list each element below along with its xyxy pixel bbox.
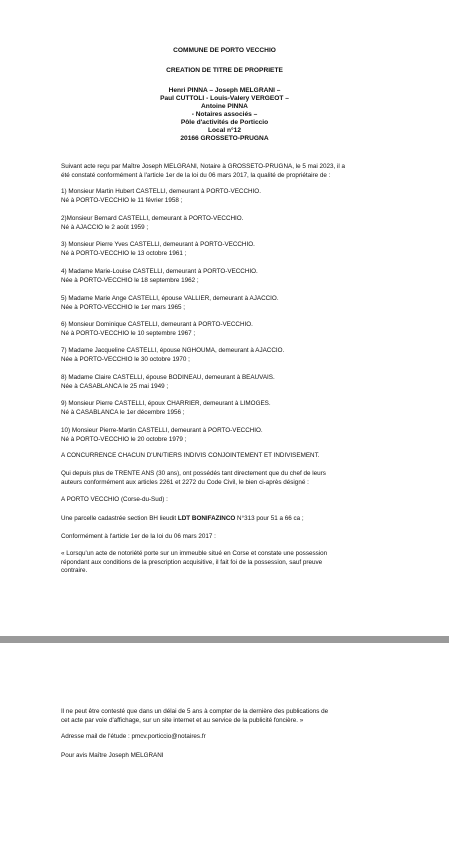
- notaire-line: 20166 GROSSETO-PRUGNA: [180, 135, 269, 142]
- owner-entry: 4) Madame Marie-Louise CASTELLI, demeurant à PORTO-VECCHIO. Née à PORTO-VECCHIO le 18 septembre 1962 ;: [61, 268, 258, 284]
- owner-entry: 3) Monsieur Pierre Yves CASTELLI, demeurant à PORTO-VECCHIO. Né à PORTO-VECCHIO le 13 octobre 1961 ;: [61, 241, 255, 257]
- owner-entry: 8) Madame Claire CASTELLI, épouse BODINEAU, demeurant à BEAUVAIS. Née à CASABLANCA le 25 mai 1949 ;: [61, 374, 275, 390]
- notaire-line: Pôle d'activités de Porticcio: [180, 119, 269, 126]
- owner-entry: 6) Monsieur Dominique CASTELLI, demeurant à PORTO-VECCHIO. Né à PORTO-VECCHIO le 10 septembre 1967 ;: [61, 321, 253, 337]
- owner-entry: 2)Monsieur Bernard CASTELLI, demeurant à PORTO-VECCHIO. Né à AJACCIO le 2 août 1959 ;: [61, 215, 244, 231]
- lieudit-name: LDT BONIFAZINCO: [177, 515, 236, 522]
- legal-quote: « Lorsqu'un acte de notoriété porte sur un immeuble situé en Corse et constate une possession répondant aux conditions de la prescription acquisitive, il fait foi de la possession, sauf preuve contraire.: [61, 550, 328, 575]
- contest-paragraph: Il ne peut être contesté que dans un délai de 5 ans à compter de la dernière des publications de cet acte par voie d'affichage, sur un site internet et au service de la publicité foncière. »: [61, 708, 329, 724]
- location-line: A PORTO VECCHIO (Corse-du-Sud) :: [61, 496, 168, 503]
- notaire-line: - Notaires associés –: [191, 111, 258, 118]
- signature-line: Pour avis Maître Joseph MELGRANI: [61, 752, 164, 759]
- owner-entry: 1) Monsieur Martin Hubert CASTELLI, demeurant à PORTO-VECCHIO. Né à PORTO-VECCHIO le 11 février 1958 ;: [61, 188, 261, 204]
- document-title: CREATION DE TITRE DE PROPRIETE: [166, 67, 283, 74]
- email-line: Adresse mail de l'étude : pmcv.porticcio@notaires.fr: [61, 733, 206, 740]
- owner-entry: 5) Madame Marie Ange CASTELLI, épouse VALLIER, demeurant à AJACCIO. Née à PORTO-VECCHIO le 1er mars 1965 ;: [61, 295, 279, 311]
- concurrence-statement: A CONCURRENCE CHACUN D'UN/TIERS INDIVIS CONJOINTEMENT ET INDIVISEMENT.: [61, 452, 320, 459]
- possession-paragraph: Qui depuis plus de TRENTE ANS (30 ans), ont possédés tant directement que du chef de leurs auteurs conformément aux articles 2261 et 2272 du Code Civil, le bien ci-après désigné :: [61, 470, 326, 486]
- owner-entry: 10) Monsieur Pierre-Martin CASTELLI, demeurant à PORTO-VECCHIO. Né à PORTO-VECCHIO le 20 octobre 1979 ;: [61, 427, 263, 443]
- notaire-line: Paul CUTTOLI - Louis-Valery VERGEOT –: [160, 95, 289, 102]
- notaire-line: Local n°12: [207, 127, 242, 134]
- owner-entry: 7) Madame Jacqueline CASTELLI, épouse NGHOUMA, demeurant à AJACCIO. Née à PORTO-VECCHIO le 30 octobre 1970 ;: [61, 347, 285, 363]
- intro-paragraph: Suivant acte reçu par Maître Joseph MELGRANI, Notaire à GROSSETO-PRUGNA, le 5 mai 2023, il a été constaté conformément à l'article 1er de la loi du 06 mars 2017, la qualité de propriétaire de :: [61, 163, 346, 179]
- page-divider: [0, 636, 449, 643]
- commune-heading: COMMUNE DE PORTO VECCHIO: [173, 47, 276, 54]
- notaire-line: Henri PINNA – Joseph MELGRANI –: [168, 87, 281, 94]
- notaire-line: Antoine PINNA: [201, 103, 248, 110]
- conformement-line: Conformément à l'article 1er de la loi du 06 mars 2017 :: [61, 533, 216, 540]
- parcelle-description: Une parcelle cadastrée section BH lieudit LDT BONIFAZINCO N°313 pour 51 a 66 ca ;: [61, 515, 304, 522]
- owner-entry: 9) Monsieur Pierre CASTELLI, époux CHARRIER, demeurant à LIMOGES. Né à CASABLANCA le 1er décembre 1956 ;: [61, 400, 271, 416]
